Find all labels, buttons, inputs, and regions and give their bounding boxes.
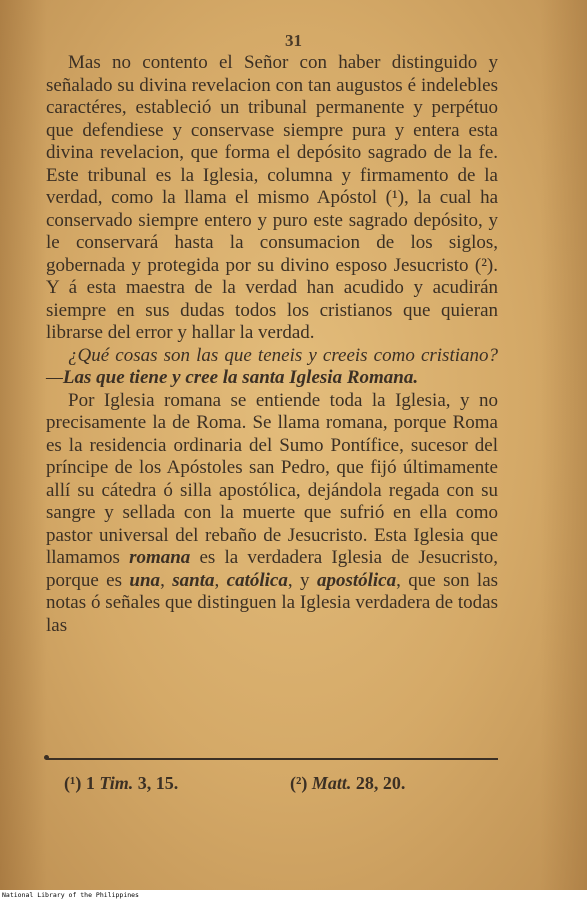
separator: , <box>160 569 165 591</box>
paragraph-text: , la cual ha conservado siempre entero y puro este sagrado depósito, y le conservará hasta la consumacion de los siglos, gobernada y protegida por su divino esposo Jesucristo <box>46 187 499 276</box>
footnote-2 <box>290 773 405 794</box>
body-text <box>46 52 498 637</box>
footnote-ref-2: (²) <box>474 254 494 276</box>
footnote-rule <box>46 758 498 760</box>
emphasis-apostolica: apostólica <box>316 569 397 591</box>
answer-text: Las que tiene y cree la santa Iglesia Romana. <box>62 367 419 388</box>
paragraph-text: Por Iglesia romana se entiende toda la Iglesia, y no precisamente la de Roma. Se llama romana, porque Roma es la residencia ordinaria del Sumo Pontífice, sucesor del príncipe de los Apóstoles san Pedro, que fijó últimamente allí su cátedra ó silla apostólica, dejándola regada con su sangre y sellada con la muerte que sufrió en ella como pastor universal del rebaño de Jesucristo. Esta Iglesia que llamamos <box>46 389 498 568</box>
separator: , <box>214 569 220 591</box>
footnote-mark: (²) <box>290 773 308 793</box>
separator: , y <box>287 569 310 591</box>
question-text: ¿Qué cosas son las que teneis y creeis como cristiano? <box>68 344 498 366</box>
paragraph-text: , que son las notas ó señales que distinguen la Iglesia verdadera de todas las <box>46 569 499 636</box>
paragraph-text: . Y á esta maestra de la verdad han acudido y acudirán siempre en sus dudas todos los cristianos que quieran librarse del error y hallar la verdad. <box>46 254 499 343</box>
emphasis-romana: romana <box>129 547 191 568</box>
paragraph-text: Mas no contento el Señor con haber distinguido y señalado su divina revelacion con tan augustos é indelebles caractéres, estableció un tribunal permanente y perpétuo que defendiese y conservase siempre pura y entera esta divina revelacion, que forma el depósito sagrado de la fe. Este tribunal es la Iglesia, columna y firmamento de la verdad, como la llama el mismo Apóstol <box>46 52 498 208</box>
paragraph-iglesia-romana <box>46 390 498 638</box>
page-number: 31 <box>285 31 302 50</box>
footnote-book: Matt. <box>311 773 352 793</box>
question-dash: — <box>46 367 63 388</box>
library-credit: National Library of the Philippines <box>2 891 139 899</box>
footnote-location: 3, 15. <box>137 773 179 793</box>
footnote-book: Tim. <box>99 773 134 793</box>
paragraph-text: es la verdadera Iglesia de Jesucristo, porque es <box>46 547 499 591</box>
paragraph-revelacion <box>46 52 498 345</box>
footnote-location: 28, 20. <box>355 773 406 793</box>
emphasis-santa: santa <box>172 569 215 591</box>
footnote-ref-1: (¹) <box>385 187 405 208</box>
footnote-mark: (¹) <box>64 773 82 793</box>
emphasis-una: una <box>129 569 161 591</box>
footnote-1 <box>64 773 178 794</box>
emphasis-catolica: católica <box>226 569 288 591</box>
catechism-question <box>46 345 498 390</box>
footnote-book-number: 1 <box>85 773 95 793</box>
